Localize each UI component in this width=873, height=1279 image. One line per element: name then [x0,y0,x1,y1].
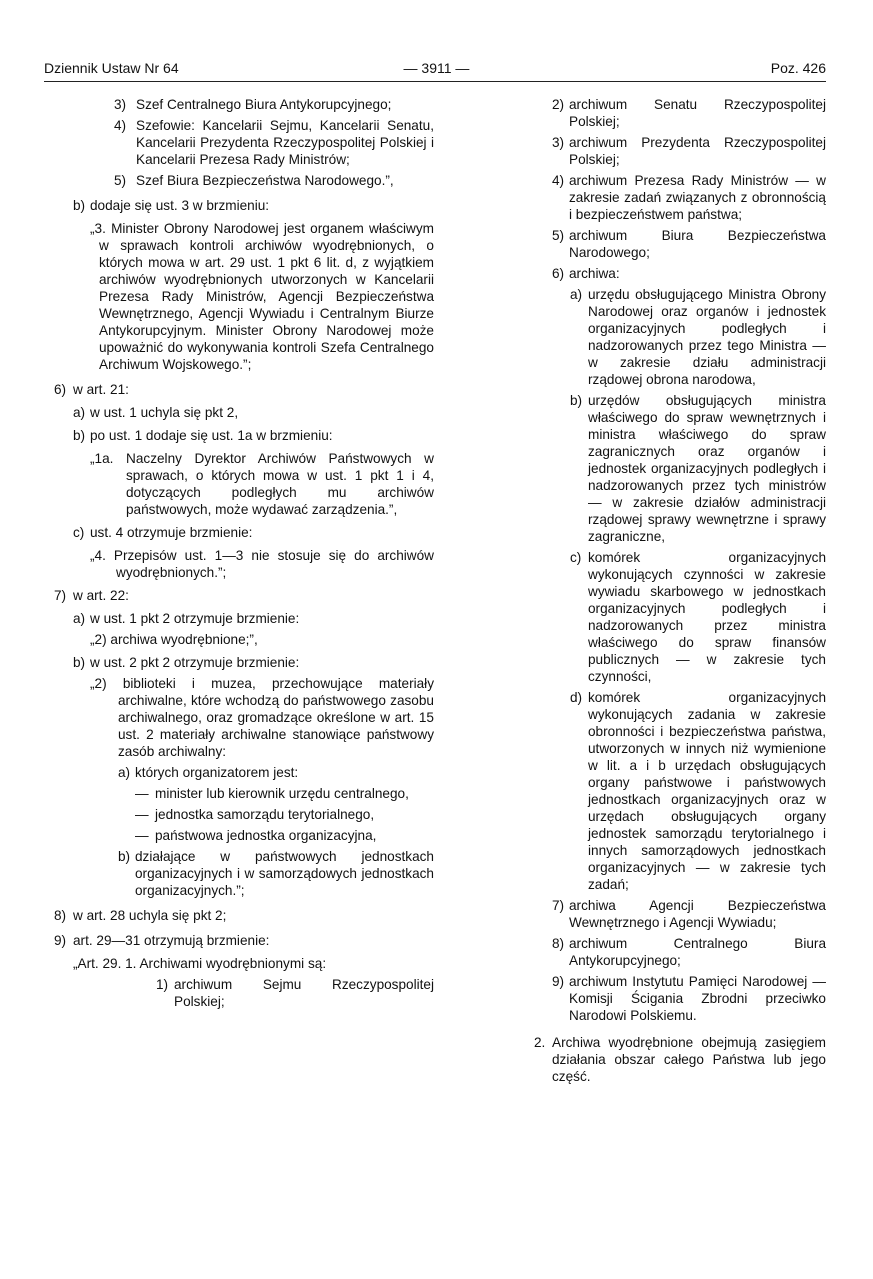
list-item [570,392,826,545]
list-label: 9) [552,974,565,989]
list-label: c) [73,525,85,540]
list-label: 3) [552,135,565,150]
page-number: — 3911 — [403,60,470,76]
list-item [552,227,826,261]
right-column [534,96,826,1089]
list-item [73,610,434,627]
list-label: 9) [54,933,67,948]
list-item [552,265,826,282]
list-item [73,197,434,214]
list-item [114,96,434,113]
list-item [54,907,434,924]
list-text: komórek organizacyjnych wykonujących zadania w zakresie obronności i bezpieczeństwa państwa, utworzonych w innych niż wymienione w lit. a i b urzędach obsługujących organy państwowe i państwowych jednostkach organizacyjnych oraz w urzędach obsługujących organy jednostek samorządu terytorialnego i innych samorządowych jednostkach organizacyjnych — w zakresie tych zadań; [588,690,826,892]
list-text: archiwum Biura Bezpieczeństwa Narodowego; [569,228,826,260]
list-label: c) [570,550,582,565]
list-item [552,96,826,130]
list-text: art. 29—31 otrzymują brzmienie: [73,933,270,948]
list-text: Szef Biura Bezpieczeństwa Narodowego.”, [136,173,394,188]
header-rule [44,81,826,82]
list-item [114,172,434,189]
list-text: archiwum Prezydenta Rzeczypospolitej Polskiej; [569,135,826,167]
list-label: 8) [552,936,565,951]
paragraph-text: Archiwa wyodrębnione obejmują zasięgiem działania obszar całego Państwa lub jego część. [552,1035,826,1084]
list-text: w art. 21: [73,382,129,397]
list-label: a) [73,405,86,420]
list-text: których organizatorem jest: [135,765,299,780]
list-text: w ust. 2 pkt 2 otrzymuje brzmienie: [90,655,300,670]
list-label: a) [118,765,131,780]
list-label: 6) [552,266,565,281]
list-item [552,134,826,168]
list-label: a) [73,611,86,626]
list-item [114,117,434,168]
list-text: Szefowie: Kancelarii Sejmu, Kancelarii Senatu, Kancelarii Prezydenta Rzeczypospolitej Polskiej i Kancelarii Prezesa Rady Ministrów; [136,118,434,167]
list-label: d) [570,690,583,705]
list-item [54,381,434,398]
list-text: Szef Centralnego Biura Antykorupcyjnego; [136,97,392,112]
list-text: po ust. 1 dodaje się ust. 1a w brzmieniu: [90,428,333,443]
list-label: 6) [54,382,67,397]
list-item [552,172,826,223]
left-column [44,96,434,1014]
list-text: jednostka samorządu terytorialnego, [155,807,375,822]
list-text: w art. 28 uchyla się pkt 2; [73,908,227,923]
list-text: w ust. 1 pkt 2 otrzymuje brzmienie: [90,611,300,626]
list-label: b) [73,198,86,213]
list-label: 7) [54,588,67,603]
list-item [73,404,434,421]
list-text: archiwa Agencji Bezpieczeństwa Wewnętrznego i Agencji Wywiadu; [569,898,826,930]
list-text: w ust. 1 uchyla się pkt 2, [90,405,239,420]
list-item [73,654,434,671]
list-label: b) [118,849,131,864]
list-text: państwowa jednostka organizacyjna, [155,828,377,843]
list-label: 8) [54,908,67,923]
article-heading: „Art. 29. 1. Archiwami wyodrębnionymi są: [73,956,327,971]
dash-label: — [135,786,149,801]
quoted-provision: „1a. Naczelny Dyrektor Archiwów Państwowych w sprawach, o których mowa w ust. 1 pkt 1 i 4, dotyczących podległych mu archiwów państwowych, może wydawać zarządzenia.”, [90,451,434,517]
list-item [54,932,434,949]
list-item [552,897,826,931]
list-text: archiwum Instytutu Pamięci Narodowej — Komisji Ścigania Zbrodni przeciwko Narodowi Polskiemu. [569,974,826,1023]
list-label: 2) [552,97,565,112]
list-text: w art. 22: [73,588,129,603]
list-text: archiwum Prezesa Rady Ministrów — w zakresie zadań związanych z obronnością i bezpieczeństwem państwa; [569,173,826,222]
list-label: 4) [114,118,127,133]
list-label: b) [570,393,583,408]
paragraph [534,1034,826,1085]
list-text: archiwa: [569,266,620,281]
list-text: archiwum Senatu Rzeczypospolitej Polskiej; [569,97,826,129]
list-label: 1) [156,977,169,992]
list-label: b) [73,428,86,443]
list-item [570,689,826,893]
list-item [73,427,434,444]
quoted-provision: „3. Minister Obrony Narodowej jest organem właściwym w sprawach kontroli archiwów wyodrębnionych, o których mowa w art. 29 ust. 1 pkt 6 lit. d, z wyjątkiem archiwów wyodrębnionych utworzonych w Kancelarii Prezesa Rady Ministrów, Agencji Bezpieczeństwa Wewnętrznego, Agencji Wywiadu i Centralnym Biurze Antykorupcyjnym. Minister Obrony Narodowej może upoważnić do wykonywania kontroli Szefa Centralnego Archiwum Wojskowego.”; [90,221,434,372]
list-item [54,587,434,604]
list-text: urzędów obsługujących ministra właściwego do spraw wewnętrznych i ministra właściwego do spraw zagranicznych oraz organów i jednostek organizacyjnych podległych i nadzorowanych przez tych ministrów — w zakresie działów administracji rządowej sprawy wewnętrzne i sprawy zagraniczne, [588,393,826,544]
list-label: b) [73,655,86,670]
dash-label: — [135,828,149,843]
list-label: 4) [552,173,565,188]
dash-label: — [135,807,149,822]
list-item [73,524,434,541]
list-item [552,973,826,1024]
list-label: 5) [552,228,565,243]
list-text: minister lub kierownik urzędu centralnego, [155,786,409,801]
quoted-provision: „2) archiwa wyodrębnione;”, [90,632,258,647]
list-text: ust. 4 otrzymuje brzmienie: [90,525,253,540]
list-item [118,764,434,781]
list-text: urzędu obsługującego Ministra Obrony Narodowej oraz organów i jednostek organizacyjnych podległych i nadzorowanych przez tego Ministra — w zakresie działu administracji rządowej obrona narodowa, [588,287,826,387]
list-label: 5) [114,173,127,188]
list-label: a) [570,287,583,302]
list-label: 7) [552,898,565,913]
list-label: 3) [114,97,127,112]
position-number: Poz. 426 [770,60,826,76]
list-item [570,549,826,685]
list-item [156,976,434,1010]
list-item [552,935,826,969]
list-item [135,827,434,844]
quoted-provision: „2) biblioteki i muzea, przechowujące materiały archiwalne, które wchodzą do państwowego zasobu archiwalnego, oraz gromadzące określone w art. 15 ust. 2 materiały archiwalne stanowiące państwowy zasób archiwalny: [90,676,434,759]
paragraph-label: 2. [534,1035,546,1050]
quoted-provision: „4. Przepisów ust. 1—3 nie stosuje się do archiwów wyodrębnionych.”; [90,548,434,580]
journal-title: Dziennik Ustaw Nr 64 [44,60,179,76]
list-item [135,806,434,823]
list-text: działające w państwowych jednostkach organizacyjnych i w samorządowych jednostkach organizacyjnych.”; [135,849,434,898]
list-item [135,785,434,802]
list-text: archiwum Sejmu Rzeczypospolitej Polskiej; [174,977,434,1009]
list-item [118,848,434,899]
list-item [570,286,826,388]
list-text: dodaje się ust. 3 w brzmieniu: [90,198,270,213]
list-text: archiwum Centralnego Biura Antykorupcyjnego; [569,936,826,968]
list-text: komórek organizacyjnych wykonujących czynności w zakresie wywiadu skarbowego w jednostkach organizacyjnych podległych i nadzorowanych przez ministra właściwego do spraw finansów publicznych — w zakresie tych czynności, [588,550,826,684]
